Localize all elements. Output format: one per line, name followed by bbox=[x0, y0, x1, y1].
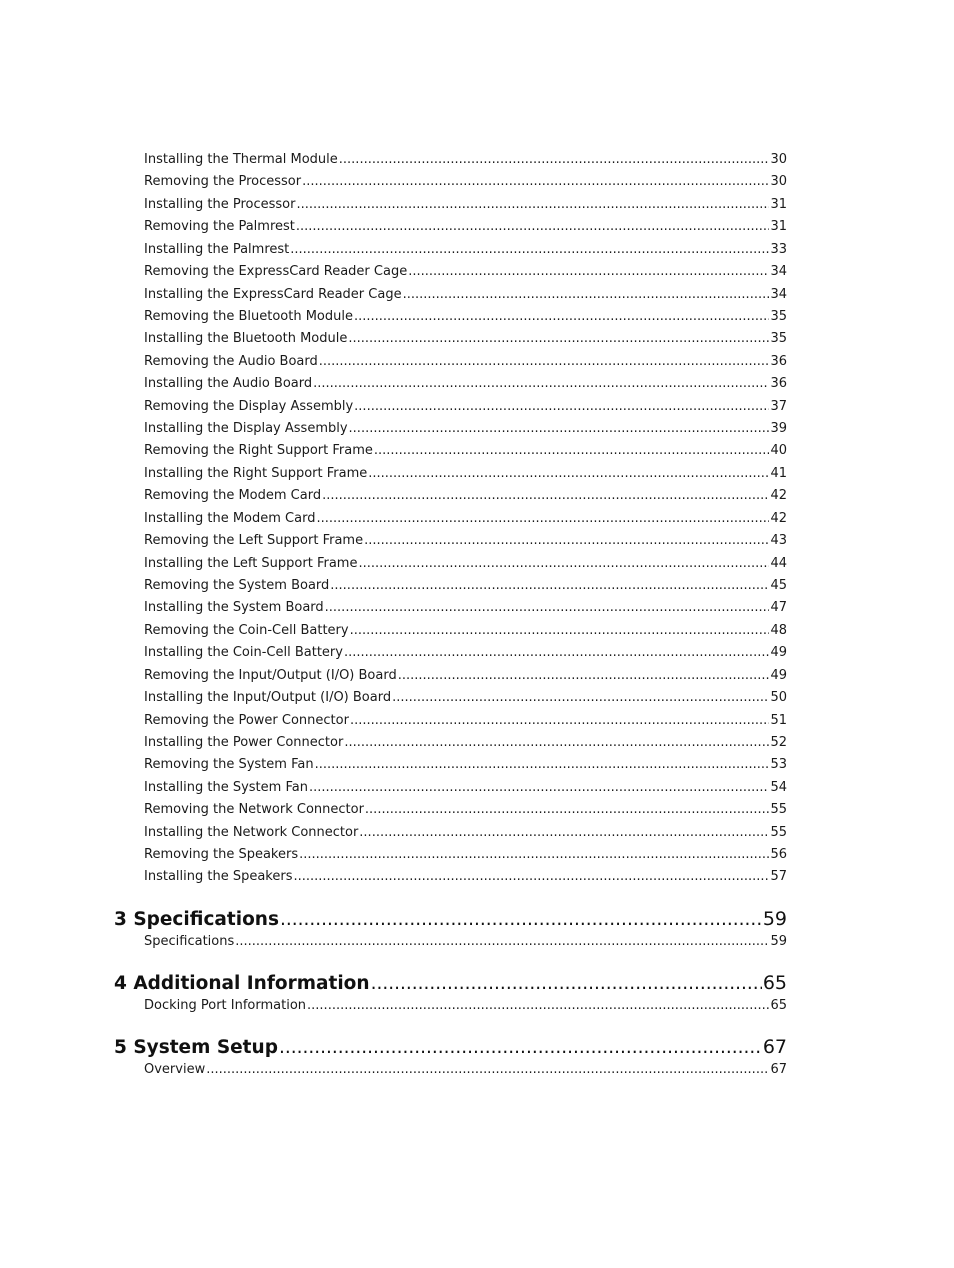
toc-page-number: 35 bbox=[770, 308, 787, 324]
toc-entry[interactable] bbox=[144, 375, 787, 393]
toc-page-number: 30 bbox=[770, 174, 787, 190]
toc-entry[interactable] bbox=[144, 555, 787, 573]
toc-entry-title: 3 Specifications bbox=[114, 909, 279, 930]
toc-dot-leader bbox=[235, 933, 769, 951]
toc-entry-title: Installing the Bluetooth Module bbox=[144, 331, 348, 347]
toc-entry-title: Removing the Palmrest bbox=[144, 219, 295, 235]
toc-entry[interactable] bbox=[144, 689, 787, 707]
toc-dot-leader bbox=[365, 801, 770, 819]
toc-page-number: 36 bbox=[770, 376, 787, 392]
toc-page-number: 43 bbox=[770, 533, 787, 549]
toc-page-number: 49 bbox=[770, 667, 787, 683]
toc-entry-title: Installing the Display Assembly bbox=[144, 421, 348, 437]
toc-page-number: 55 bbox=[770, 824, 787, 840]
toc-page-number: 39 bbox=[770, 421, 787, 437]
toc-entry[interactable] bbox=[144, 286, 787, 304]
toc-page-number: 33 bbox=[770, 241, 787, 257]
toc-page-number: 67 bbox=[762, 1036, 787, 1058]
toc-page-number: 65 bbox=[762, 972, 787, 994]
toc-dot-leader bbox=[349, 420, 770, 438]
toc-dot-leader bbox=[313, 375, 769, 393]
toc-dot-leader bbox=[339, 151, 770, 169]
toc-entry[interactable] bbox=[144, 577, 787, 595]
toc-dot-leader bbox=[307, 997, 769, 1015]
toc-page-number: 52 bbox=[770, 734, 787, 750]
toc-page-number: 31 bbox=[770, 219, 787, 235]
toc-entry[interactable] bbox=[144, 644, 787, 662]
toc-dot-leader bbox=[309, 779, 770, 797]
toc-entry[interactable] bbox=[144, 465, 787, 483]
toc-entry[interactable] bbox=[144, 173, 787, 191]
toc-entry[interactable] bbox=[144, 442, 787, 460]
toc-entry-title: Removing the Input/Output (I/O) Board bbox=[144, 667, 397, 683]
toc-entry-title: Installing the Thermal Module bbox=[144, 152, 338, 167]
toc-page-number: 55 bbox=[770, 802, 787, 818]
toc-page-number: 45 bbox=[770, 577, 787, 593]
toc-entry[interactable] bbox=[144, 353, 787, 371]
toc-entry-title: Installing the Right Support Frame bbox=[144, 465, 368, 481]
toc-entry-title: Removing the Coin-Cell Battery bbox=[144, 622, 349, 638]
toc-dot-leader bbox=[368, 465, 769, 483]
toc-chapter-entry[interactable] bbox=[114, 971, 787, 995]
toc-page-number: 48 bbox=[770, 622, 787, 638]
toc-dot-leader bbox=[374, 442, 770, 460]
toc-entry[interactable] bbox=[144, 667, 787, 685]
toc-page-number: 59 bbox=[770, 934, 787, 949]
toc-dot-leader bbox=[290, 241, 769, 259]
toc-entry[interactable] bbox=[144, 779, 787, 797]
toc-page-number: 53 bbox=[770, 757, 787, 773]
toc-entry-title: Installing the Coin-Cell Battery bbox=[144, 645, 343, 661]
toc-dot-leader bbox=[408, 263, 769, 281]
toc-entry-title: Removing the Power Connector bbox=[144, 712, 349, 728]
toc-entry-title: Installing the Modem Card bbox=[144, 510, 316, 526]
toc-dot-leader bbox=[299, 846, 769, 864]
toc-entry-title: Installing the System Board bbox=[144, 600, 324, 616]
toc-dot-leader bbox=[302, 173, 769, 191]
toc-entry-title: Removing the Display Assembly bbox=[144, 398, 354, 414]
toc-entry[interactable] bbox=[144, 487, 787, 505]
toc-entry-title: Removing the Processor bbox=[144, 174, 302, 190]
toc-entry-title: Removing the Speakers bbox=[144, 847, 299, 863]
toc-dot-leader bbox=[359, 824, 769, 842]
toc-entry[interactable] bbox=[144, 622, 787, 640]
toc-dot-leader bbox=[398, 667, 770, 685]
toc-entry[interactable] bbox=[144, 151, 787, 169]
toc-entry-title: Removing the Left Support Frame bbox=[144, 533, 364, 549]
toc-entry[interactable] bbox=[144, 599, 787, 617]
toc-entry-title: Removing the Modem Card bbox=[144, 488, 322, 504]
toc-entry-title: Installing the ExpressCard Reader Cage bbox=[144, 286, 402, 302]
toc-entry-title: Removing the Audio Board bbox=[144, 353, 318, 369]
toc-entry-title: Installing the Processor bbox=[144, 196, 296, 212]
toc-dot-leader bbox=[296, 196, 769, 214]
toc-dot-leader bbox=[316, 510, 769, 528]
toc-chapter-entry[interactable] bbox=[114, 1035, 787, 1059]
toc-page-number: 31 bbox=[770, 196, 787, 212]
toc-chapter-entry[interactable] bbox=[114, 907, 787, 931]
toc-entry[interactable] bbox=[144, 510, 787, 528]
toc-entry-title: Docking Port Information bbox=[144, 998, 307, 1013]
toc-page-number: 34 bbox=[770, 264, 787, 280]
toc-entry[interactable] bbox=[144, 263, 787, 281]
toc-entry-title: Removing the System Fan bbox=[144, 757, 314, 773]
toc-entry[interactable] bbox=[144, 241, 787, 259]
toc-dot-leader bbox=[279, 1036, 762, 1059]
toc-dot-leader bbox=[371, 972, 762, 995]
toc-dot-leader bbox=[354, 308, 769, 326]
toc-entry-title: Removing the Network Connector bbox=[144, 802, 364, 818]
toc-dot-leader bbox=[319, 353, 770, 371]
toc-entry-title: Installing the Input/Output (I/O) Board bbox=[144, 690, 392, 706]
toc-entry-title: Installing the Speakers bbox=[144, 869, 293, 885]
toc-page-number: 44 bbox=[770, 555, 787, 571]
toc-dot-leader bbox=[364, 532, 769, 550]
toc-entry-title: Removing the ExpressCard Reader Cage bbox=[144, 264, 408, 280]
toc-entry[interactable] bbox=[144, 196, 787, 214]
toc-page-number: 59 bbox=[762, 908, 787, 930]
toc-entry[interactable] bbox=[144, 330, 787, 348]
toc-entry-title: Installing the Left Support Frame bbox=[144, 555, 358, 571]
toc-entry[interactable] bbox=[144, 532, 787, 550]
toc-page-number: 35 bbox=[770, 331, 787, 347]
toc-dot-leader bbox=[280, 908, 762, 931]
toc-dot-leader bbox=[348, 330, 769, 348]
toc-dot-leader bbox=[344, 644, 769, 662]
toc-entry[interactable] bbox=[144, 1061, 787, 1079]
toc-dot-leader bbox=[322, 487, 769, 505]
toc-entry[interactable] bbox=[144, 734, 787, 752]
toc-entry[interactable] bbox=[144, 398, 787, 416]
toc-dot-leader bbox=[296, 218, 770, 236]
toc-entry-title: Removing the System Board bbox=[144, 577, 330, 593]
toc-dot-leader bbox=[293, 868, 769, 886]
toc-entry[interactable] bbox=[144, 997, 787, 1015]
toc-entry[interactable] bbox=[144, 824, 787, 842]
toc-entry-title: Removing the Bluetooth Module bbox=[144, 308, 353, 324]
toc-dot-leader bbox=[344, 734, 769, 752]
toc-dot-leader bbox=[325, 599, 770, 617]
toc-dot-leader bbox=[315, 756, 770, 774]
toc-page-number: 34 bbox=[770, 286, 787, 302]
toc-page-number: 49 bbox=[770, 645, 787, 661]
toc-page-number: 65 bbox=[770, 998, 787, 1013]
toc-entry[interactable] bbox=[144, 420, 787, 438]
toc-dot-leader bbox=[330, 577, 769, 595]
toc-page-number: 36 bbox=[770, 353, 787, 369]
toc-dot-leader bbox=[403, 286, 770, 304]
toc-page-number: 42 bbox=[770, 488, 787, 504]
toc-entry[interactable] bbox=[144, 846, 787, 864]
toc-entry-title: 5 System Setup bbox=[114, 1037, 278, 1058]
toc-dot-leader bbox=[350, 622, 770, 640]
toc-entry[interactable] bbox=[144, 933, 787, 951]
toc-page-number: 54 bbox=[770, 779, 787, 795]
toc-entry-title: Overview bbox=[144, 1062, 206, 1077]
toc-page-number: 67 bbox=[770, 1062, 787, 1077]
toc-entry-title: Removing the Right Support Frame bbox=[144, 443, 373, 459]
toc-dot-leader bbox=[350, 712, 770, 730]
toc-page-number: 56 bbox=[770, 847, 787, 863]
toc-entry[interactable] bbox=[144, 868, 787, 886]
toc-entry[interactable] bbox=[144, 801, 787, 819]
toc-page-number: 57 bbox=[770, 869, 787, 885]
toc-dot-leader bbox=[354, 398, 769, 416]
toc-entry-title: Installing the Power Connector bbox=[144, 734, 344, 750]
toc-entry-title: Installing the Audio Board bbox=[144, 376, 313, 392]
toc-page-number: 40 bbox=[770, 443, 787, 459]
toc-page-number: 47 bbox=[770, 600, 787, 616]
toc-page-number: 30 bbox=[770, 152, 787, 167]
toc-dot-leader bbox=[206, 1061, 769, 1079]
toc-entry-title: Installing the System Fan bbox=[144, 779, 308, 795]
toc-entry-title: Installing the Palmrest bbox=[144, 241, 290, 257]
toc-entry[interactable] bbox=[144, 756, 787, 774]
toc-entry-title: Installing the Network Connector bbox=[144, 824, 359, 840]
toc-entry-title: Specifications bbox=[144, 934, 235, 949]
toc-page-number: 50 bbox=[770, 690, 787, 706]
toc-page-number: 51 bbox=[770, 712, 787, 728]
toc-entry-title: 4 Additional Information bbox=[114, 973, 370, 994]
toc-page-number: 37 bbox=[770, 398, 787, 414]
toc-dot-leader bbox=[392, 689, 769, 707]
toc-page-number: 42 bbox=[770, 510, 787, 526]
toc-dot-leader bbox=[358, 555, 769, 573]
toc-page-number: 41 bbox=[770, 465, 787, 481]
toc-entry[interactable] bbox=[144, 308, 787, 326]
toc-entry[interactable] bbox=[144, 712, 787, 730]
toc-entry[interactable] bbox=[144, 218, 787, 236]
